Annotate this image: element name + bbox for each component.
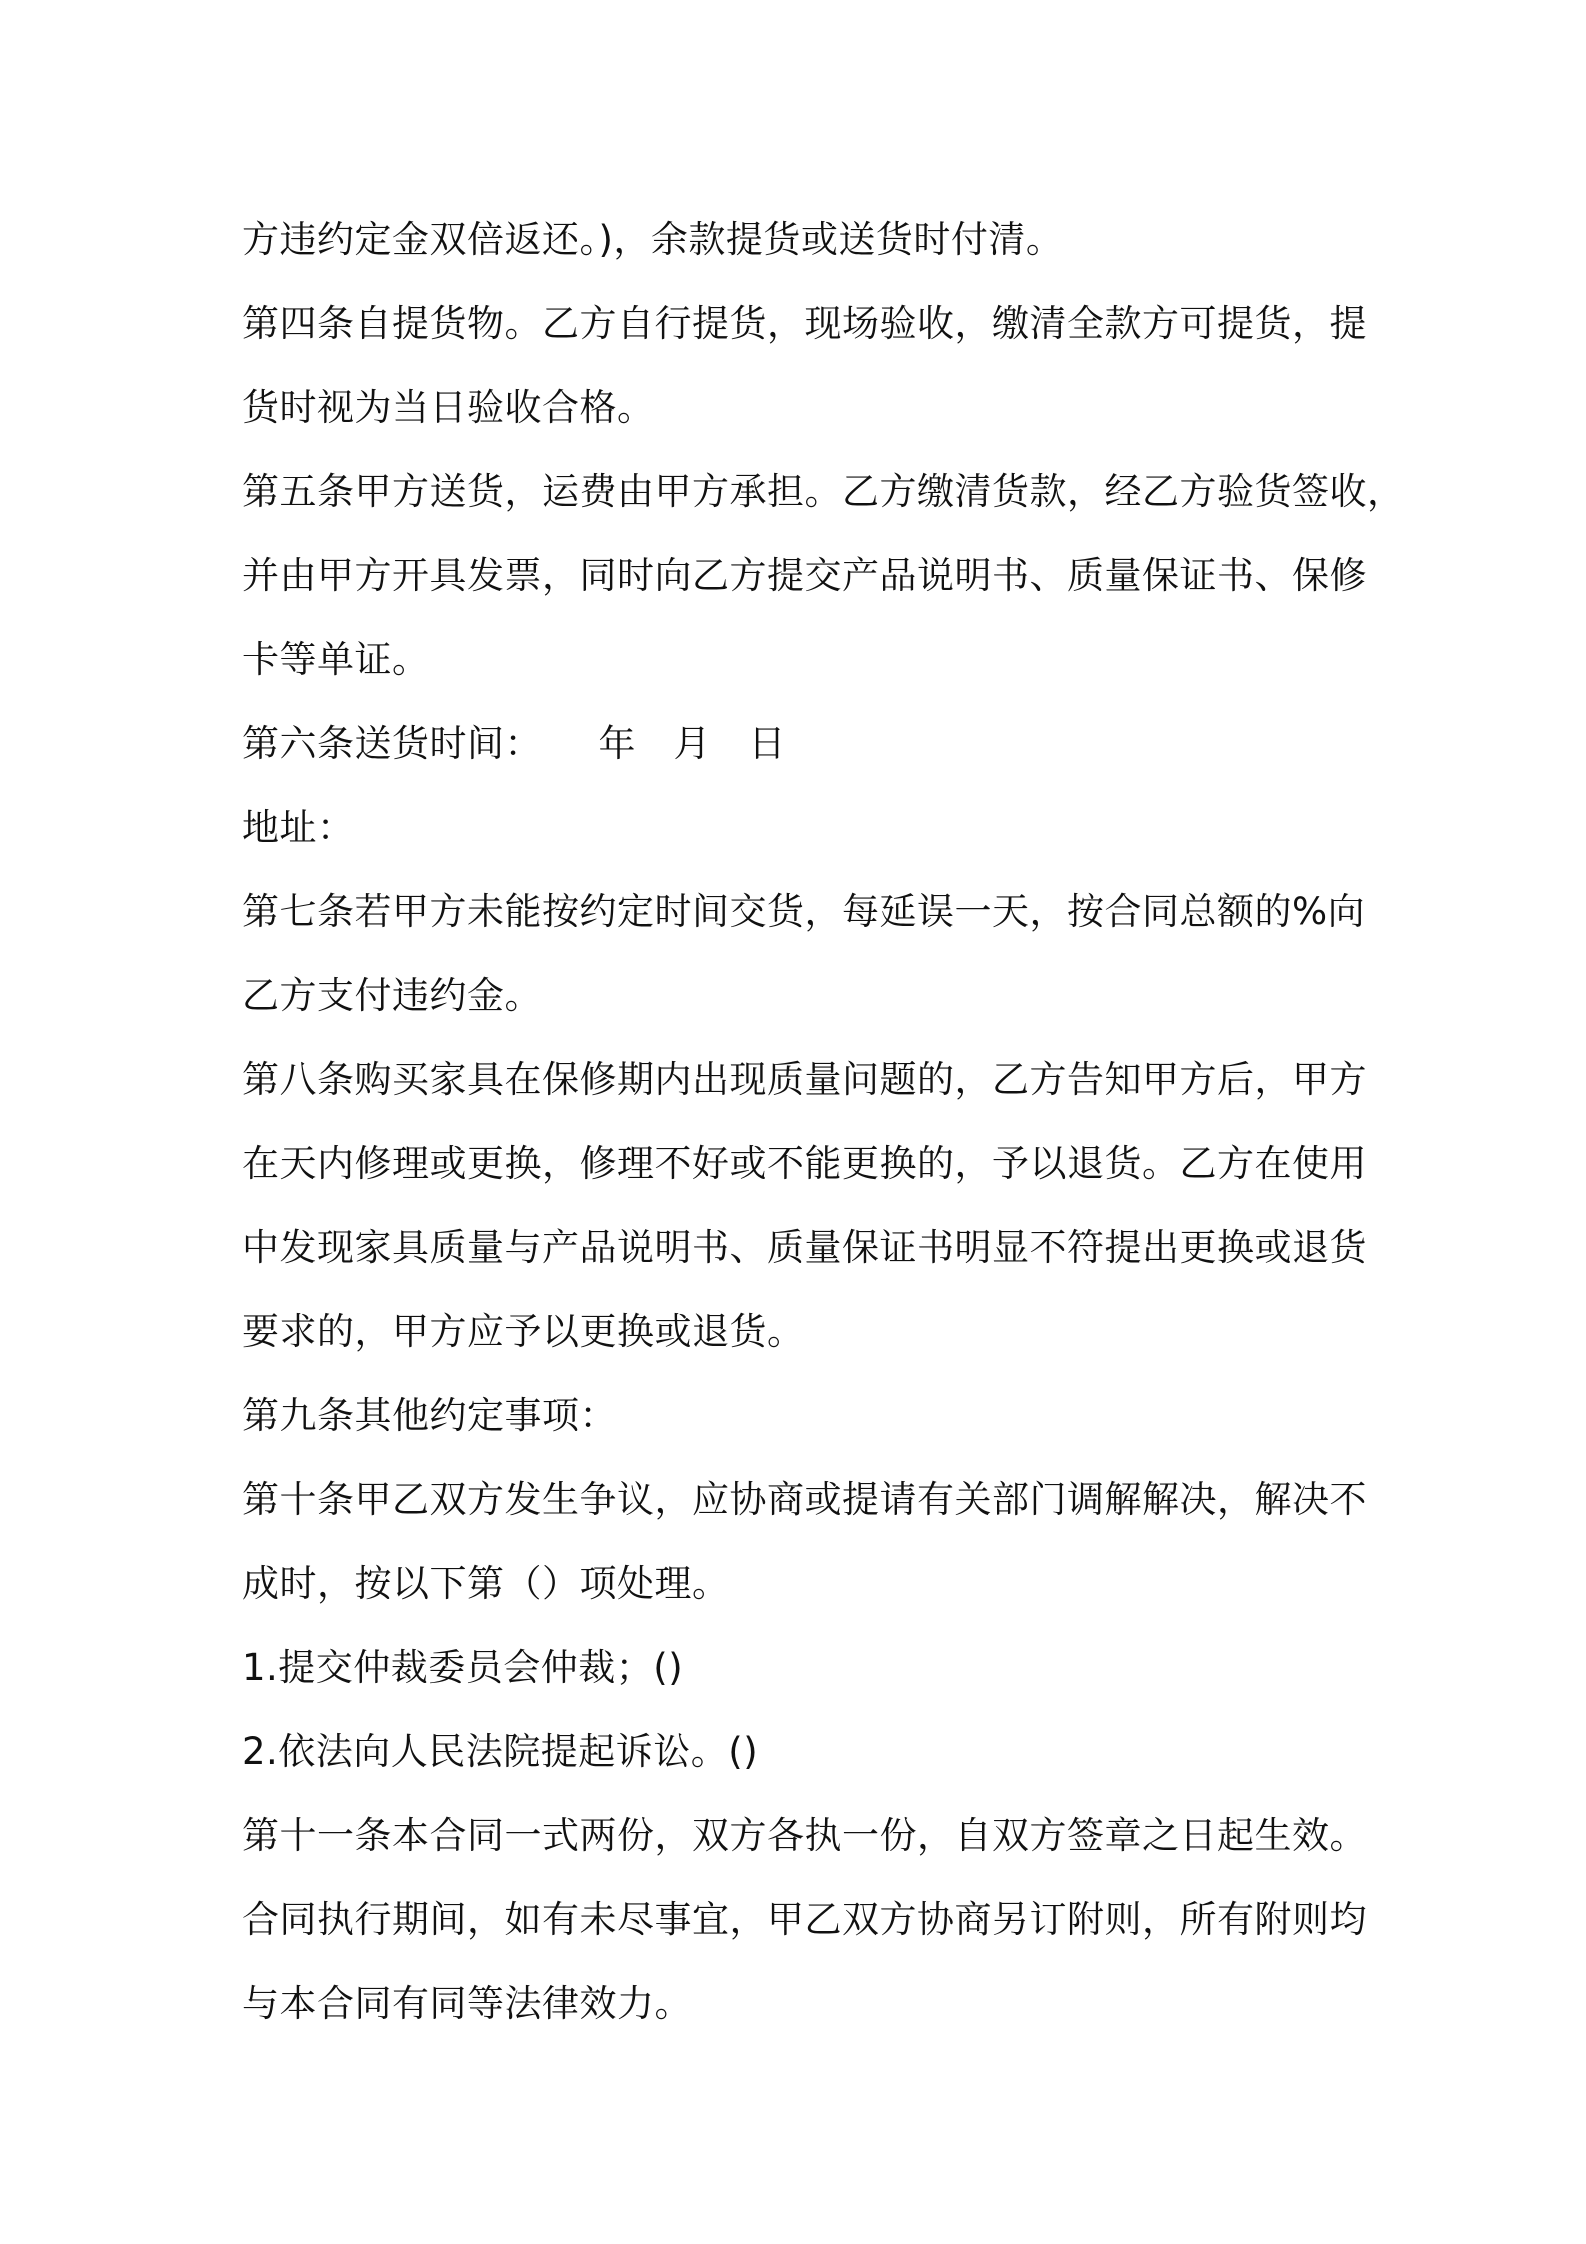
text-line-7: 第六条送货时间： 年 月 日 xyxy=(242,722,786,765)
text-line-14: 要求的，甲方应予以更换或退货。 xyxy=(242,1310,805,1353)
text-line-19: 2.依法向人民法院提起诉讼。() xyxy=(242,1730,759,1773)
text-line-8: 地址： xyxy=(242,806,355,849)
text-line-4: 第五条甲方送货，运费由甲方承担。乙方缴清货款，经乙方验货签收， xyxy=(242,470,1405,513)
text-line-9: 第七条若甲方未能按约定时间交货，每延误一天，按合同总额的%向 xyxy=(242,890,1366,933)
text-line-1: 方违约定金双倍返还。)，余款提货或送货时付清。 xyxy=(242,218,1064,261)
text-line-11: 第八条购买家具在保修期内出现质量问题的，乙方告知甲方后，甲方 xyxy=(242,1058,1367,1101)
text-line-12: 在天内修理或更换，修理不好或不能更换的，予以退货。乙方在使用 xyxy=(242,1142,1367,1185)
text-line-6: 卡等单证。 xyxy=(242,638,430,681)
text-line-20: 第十一条本合同一式两份，双方各执一份，自双方签章之日起生效。 xyxy=(242,1814,1367,1857)
text-line-21: 合同执行期间，如有未尽事宜，甲乙双方协商另订附则，所有附则均 xyxy=(242,1898,1367,1941)
text-line-5: 并由甲方开具发票，同时向乙方提交产品说明书、质量保证书、保修 xyxy=(242,554,1367,597)
text-line-15: 第九条其他约定事项： xyxy=(242,1394,617,1437)
text-line-3: 货时视为当日验收合格。 xyxy=(242,386,655,429)
text-line-18: 1.提交仲裁委员会仲裁；() xyxy=(242,1646,684,1689)
text-line-22: 与本合同有同等法律效力。 xyxy=(242,1982,692,2025)
text-line-10: 乙方支付违约金。 xyxy=(242,974,542,1017)
text-line-2: 第四条自提货物。乙方自行提货，现场验收，缴清全款方可提货，提 xyxy=(242,302,1367,345)
text-line-13: 中发现家具质量与产品说明书、质量保证书明显不符提出更换或退货 xyxy=(242,1226,1367,1269)
text-line-17: 成时，按以下第（）项处理。 xyxy=(242,1562,730,1605)
text-line-16: 第十条甲乙双方发生争议，应协商或提请有关部门调解解决，解决不 xyxy=(242,1478,1367,1521)
contract-body xyxy=(242,198,1405,2046)
